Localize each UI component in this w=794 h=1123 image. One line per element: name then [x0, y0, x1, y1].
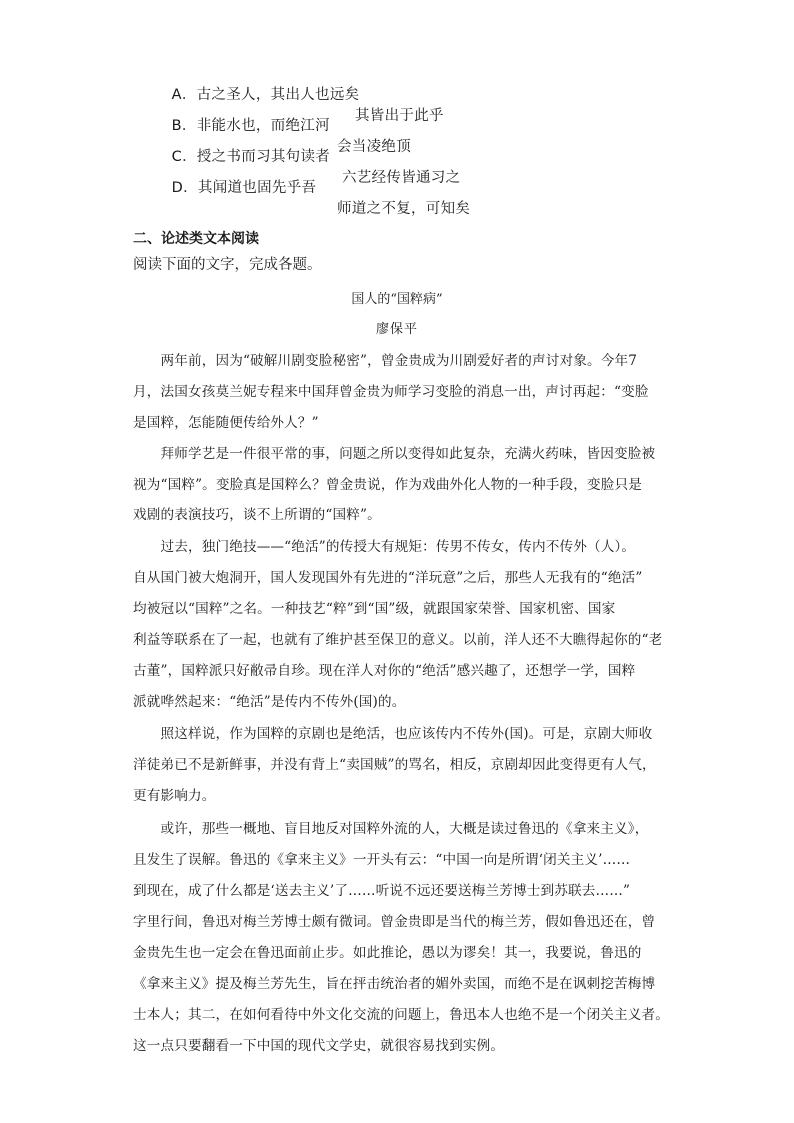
article-line: 两年前，因为“破解川剧变脸秘密”，曾金贵成为川剧爱好者的声讨对象。今年7 [133, 353, 638, 369]
option-b-text: B．非能水也，而绝江河 [171, 118, 330, 134]
article-author: 廖保平 [375, 322, 418, 337]
article-line: 字里行间，鲁迅对梅兰芳博士颇有微词。曾金贵即是当代的梅兰芳，假如鲁迅还在，曾 [133, 914, 656, 930]
article-line: 且发生了误解。鲁迅的《拿来主义》一开头有云：“中国一向是所谓‘闭关主义’…… [133, 852, 631, 868]
article-line: 照这样说，作为国粹的京剧也是绝活，也应该传内不传外(国)。可是，京剧大师收 [133, 726, 653, 742]
option-d-text: D．其闻道也固先乎吾 [171, 180, 317, 196]
option-b-second: 会当凌绝顶 [337, 139, 411, 155]
article-line: 均被冠以“国粹”之名。一种技艺“粹”到“国”级，就跟国家荣誉、国家机密、国家 [133, 601, 616, 617]
option-a-text: A．古之圣人，其出人也远矣 [171, 87, 360, 103]
article-line: 戏剧的表演技巧，谈不上所谓的“国粹”。 [133, 507, 381, 523]
option-c-second: 六艺经传皆通习之 [342, 170, 461, 186]
article-line: 金贵先生也一定会在鲁迅面前止步。如此推论，愚以为谬矣！其一，我要说，鲁迅的 [133, 945, 642, 961]
article-line: 派就哗然起来：“绝活”是传内不传外(国)的。 [133, 694, 406, 710]
option-a-second: 其皆出于此乎 [355, 108, 444, 124]
article-line: 利益等联系在了一起，也就有了维护甚至保卫的意义。以前，洋人还不大瞧得起你的“老 [133, 632, 663, 648]
article-line: 更有影响力。 [133, 788, 216, 804]
article-line: 洋徒弟已不是新鲜事，并没有背上“卖国贼”的骂名，相反，京剧却因此变得更有人气， [133, 757, 656, 773]
article-line: 《拿来主义》提及梅兰芳先生，旨在抨击统治者的媚外卖国，而绝不是在讽刺挖苦梅博 [133, 976, 656, 992]
article-line: 视为“国粹”。变脸真是国粹么？曾金贵说，作为戏曲外化人物的一种手段，变脸只是 [133, 477, 642, 493]
section-instruction: 阅读下面的文字，完成各题。 [133, 257, 322, 273]
article-line: 到现在，成了什么都是‘送去主义’了……听说不远还要送梅兰芳博士到苏联去……” [133, 883, 631, 899]
article-line: 或许，那些一概地、盲目地反对国粹外流的人，大概是读过鲁迅的《拿来主义》， [133, 821, 649, 837]
option-c-text: C．授之书而习其句读者 [171, 149, 331, 165]
article-title: 国人的“国粹病” [351, 292, 443, 307]
article-line: 拜师学艺是一件很平常的事，问题之所以变得如此复杂，充满火药味，皆因变脸被 [133, 446, 656, 462]
article-line: 自从国门被大炮洞开，国人发现国外有先进的“洋玩意”之后，那些人无我有的“绝活” [133, 570, 643, 586]
option-d-second: 师道之不复，可知矣 [337, 201, 471, 217]
article-line: 月，法国女孩莫兰妮专程来中国拜曾金贵为师学习变脸的消息一出，声讨再起：“变脸 [133, 384, 649, 400]
article-line: 古董”，国粹派只好敝帚自珍。现在洋人对你的“绝活”感兴趣了，还想学一学，国粹 [133, 663, 636, 679]
article-line: 这一点只要翻看一下中国的现代文学史，就很容易找到实例。 [133, 1038, 505, 1054]
section-title: 二、论述类文本阅读 [133, 231, 259, 247]
article-line: 是国粹，怎能随便传给外人？” [133, 415, 319, 431]
article-line: 士本人；其二，在如何看待中外文化交流的问题上，鲁迅本人也绝不是一个闭关主义者。 [133, 1007, 670, 1023]
article-line: 过去，独门绝技——“绝活”的传授大有规矩：传男不传女，传内不传外（人）。 [133, 539, 636, 555]
